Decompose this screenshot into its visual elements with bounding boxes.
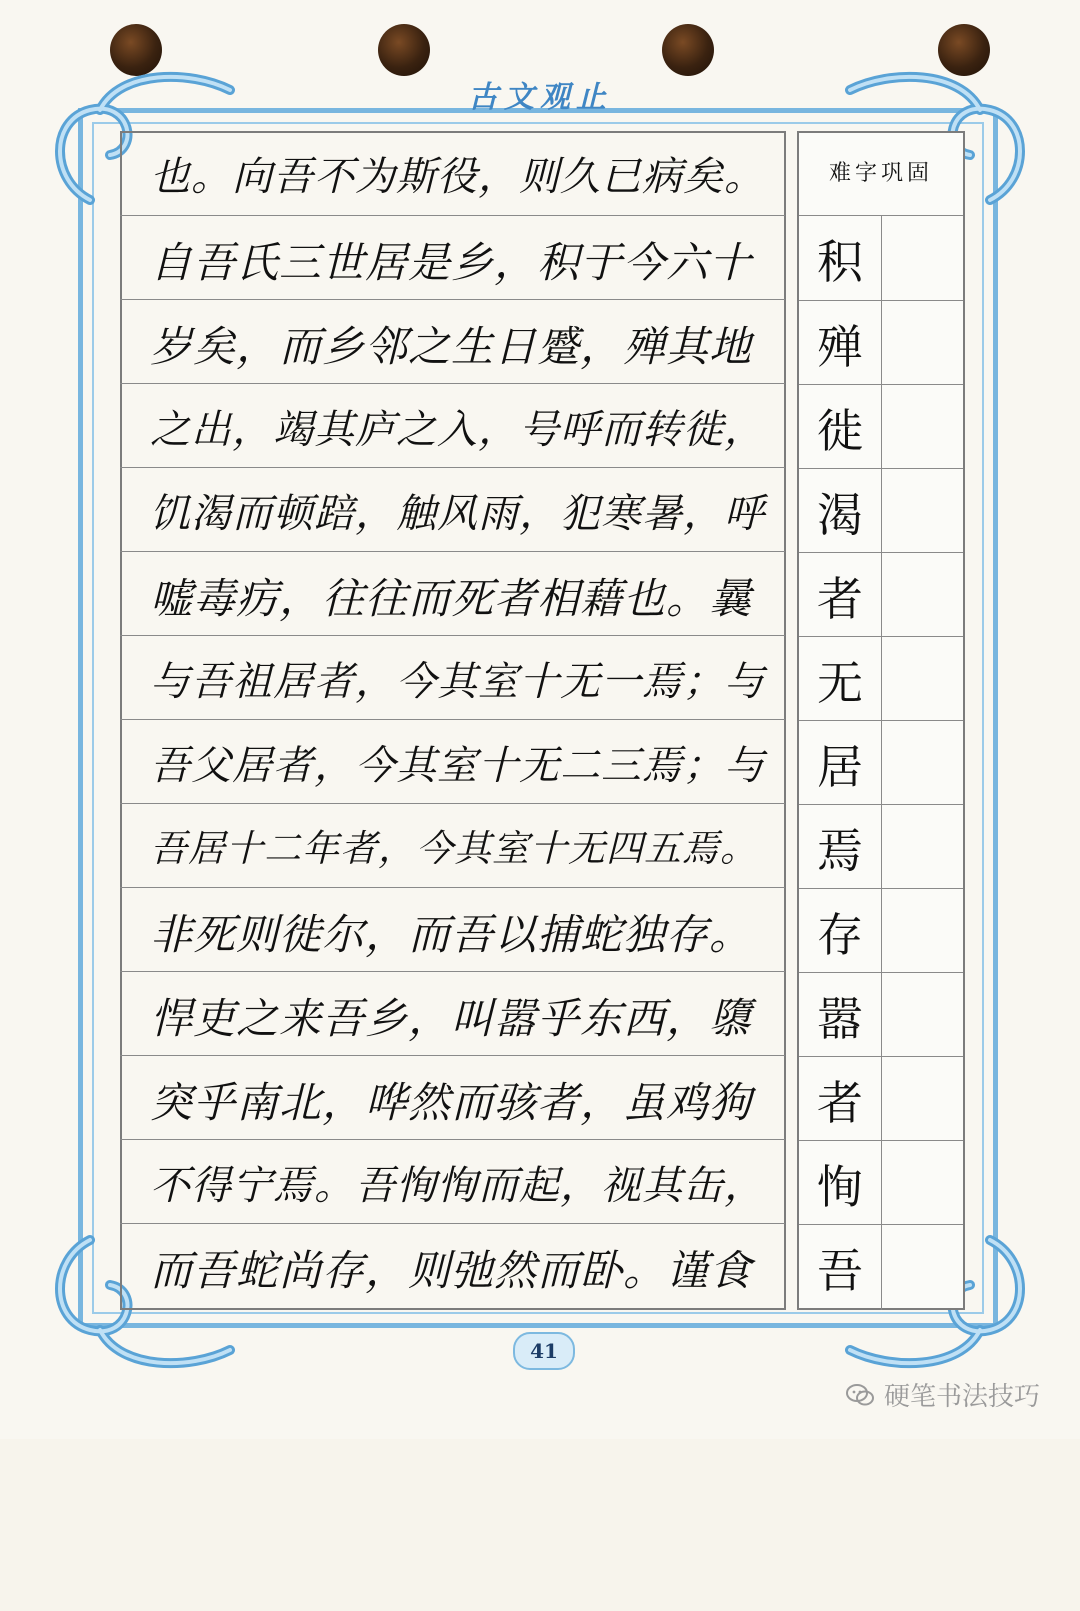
- practice-char: 吾: [817, 1244, 863, 1298]
- text-line-content: 而吾蛇尚存，则弛然而卧。谨食: [150, 1246, 753, 1295]
- wechat-icon: [846, 1384, 874, 1406]
- writing-grid: [120, 131, 785, 1611]
- watermark-label: 硬笔书法技巧: [884, 1382, 1041, 1412]
- text-line: [120, 131, 785, 215]
- text-line: [120, 551, 785, 635]
- text-line: [120, 467, 785, 551]
- practice-cell: [799, 300, 963, 384]
- text-line: [120, 887, 785, 971]
- text-line-content: 悍吏之来吾乡，叫嚣乎东西，隳: [150, 994, 753, 1043]
- practice-char: 焉: [817, 824, 863, 878]
- practice-char: 者: [817, 1076, 863, 1130]
- text-line: [120, 719, 785, 803]
- text-line-content: 吾父居者，今其室十无二三焉；与: [150, 743, 765, 789]
- book-title: 古文观止: [468, 80, 612, 115]
- text-line: [120, 1055, 785, 1139]
- practice-char: 积: [817, 235, 863, 289]
- text-line-content: 岁矣，而乡邻之生日蹙，殚其地: [150, 322, 753, 371]
- text-line: [120, 383, 785, 467]
- binder-hole-center: [378, 24, 430, 76]
- practice-cell: [799, 720, 963, 804]
- binder-hole-right: [662, 24, 714, 76]
- practice-cell: [799, 468, 963, 552]
- text-line-content: 嘘毒疠，往往而死者相藉也。曩: [150, 574, 753, 623]
- watermark-text: [884, 1376, 1040, 1413]
- text-line: [120, 971, 785, 1055]
- text-line: [120, 803, 785, 887]
- practice-column-title: 难字巩固: [799, 133, 963, 216]
- practice-char: 嚣: [817, 992, 863, 1046]
- practice-cell: [799, 384, 963, 468]
- practice-cell: [799, 1056, 963, 1140]
- practice-char: 存: [817, 908, 863, 962]
- text-line-content: 非死则徙尔，而吾以捕蛇独存。: [150, 910, 753, 959]
- text-line-content: 也。向吾不为斯役，则久已病矣。: [150, 154, 765, 200]
- practice-cell: [799, 1224, 963, 1308]
- practice-char: 无: [817, 656, 863, 710]
- practice-column: [797, 131, 965, 1310]
- text-line: [120, 299, 785, 383]
- text-line-content: 自吾氏三世居是乡，积于今六十: [150, 238, 753, 287]
- practice-cell: [799, 804, 963, 888]
- text-line-content: 突乎南北，哗然而骇者，虽鸡狗: [150, 1078, 753, 1127]
- practice-char: 恂: [817, 1160, 863, 1214]
- practice-char: 者: [817, 572, 863, 626]
- text-line-content: 与吾祖居者，今其室十无一焉；与: [150, 659, 765, 705]
- practice-cell: [799, 888, 963, 972]
- practice-cell: [799, 972, 963, 1056]
- practice-char: 渴: [817, 488, 863, 542]
- text-line: [120, 215, 785, 299]
- practice-cell: [799, 636, 963, 720]
- text-line-content: 吾居十二年者，今其室十无四五焉。: [150, 827, 758, 870]
- practice-char: 徙: [817, 404, 863, 458]
- text-line: [120, 1139, 785, 1223]
- practice-cell: [799, 1140, 963, 1224]
- text-line: [120, 1223, 785, 1309]
- practice-char: 居: [817, 740, 863, 794]
- practice-cell: [799, 552, 963, 636]
- practice-char: 殚: [817, 320, 863, 374]
- text-line-content: 饥渴而顿踣，触风雨，犯寒暑，呼: [150, 491, 765, 537]
- text-line: [120, 635, 785, 719]
- text-line-content: 之出，竭其庐之入，号呼而转徙，: [150, 407, 765, 453]
- practice-cell: [799, 216, 963, 300]
- page-number: 41: [513, 1332, 575, 1370]
- text-line-content: 不得宁焉。吾恂恂而起，视其缶，: [150, 1163, 765, 1209]
